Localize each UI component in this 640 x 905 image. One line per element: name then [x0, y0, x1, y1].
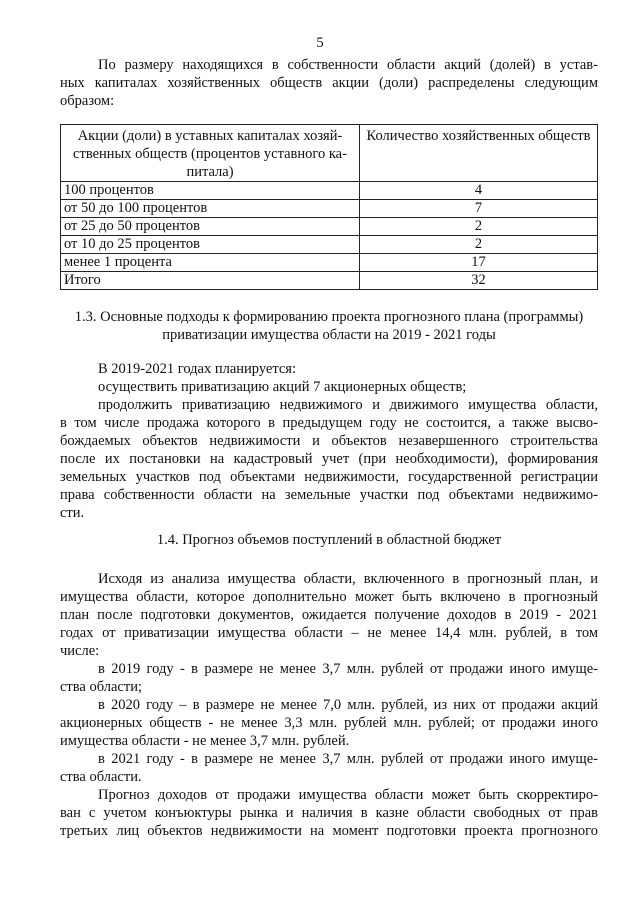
text-line: в 2019 году - в размере не менее 3,7 млн. рублей от продажи иного имуще- [98, 661, 598, 677]
text-line: ных капиталах хозяйственных обществ акции (доли) распределены следующим [60, 75, 598, 91]
text-line: сти. [60, 505, 85, 521]
row-label: от 10 до 25 процентов [61, 236, 360, 254]
section-1-4-body [60, 570, 598, 840]
text-line: ства области. [60, 769, 142, 785]
text-line: имущества области, которое дополнительно может быть включено в прогнозный [60, 589, 598, 605]
text-line: годах от приватизации имущества области – не менее 14,4 млн. рублей, в том [60, 625, 598, 641]
text-line: ства области; [60, 679, 142, 695]
section-1-4-heading: 1.4. Прогноз объемов поступлений в областной бюджет [156, 532, 502, 548]
text-line: в том числе продажа которого в предыдущем году не состоится, а также высво- [60, 415, 598, 431]
text-line: права собственности области на земельные участки под объектами недвижимо- [60, 487, 598, 503]
table-total-row [61, 272, 598, 290]
table-row [61, 218, 598, 236]
section-1-3-heading: 1.3. Основные подходы к формированию проекта прогнозного плана (программы) приватизации имущества области на 2019 - 2021 годы [74, 309, 584, 343]
text-line: В 2019-2021 годах планируется: [98, 361, 297, 377]
row-count: 7 [360, 200, 598, 218]
row-count: 4 [360, 182, 598, 200]
text-line: образом: [60, 93, 115, 109]
text-line: Исходя из анализа имущества области, включенного в прогнозный план, и [98, 571, 598, 587]
row-count: 32 [360, 272, 598, 290]
section-1-3-body [60, 360, 598, 522]
row-label: менее 1 процента [61, 254, 360, 272]
text-line: осуществить приватизацию акций 7 акционерных обществ; [98, 379, 467, 395]
text-line: продолжить приватизацию недвижимого и движимого имущества области, [98, 397, 598, 413]
text-line: Прогноз доходов от продажи имущества области может быть скорректиро- [98, 787, 598, 803]
text-line: план после подготовки документов, ожидается получение доходов в 2019 - 2021 [60, 607, 598, 623]
row-count: 2 [360, 218, 598, 236]
shares-distribution-table [60, 124, 598, 290]
row-count: 2 [360, 236, 598, 254]
table-row [61, 182, 598, 200]
table-row [61, 254, 598, 272]
text-line: числе: [60, 643, 100, 659]
table-row [61, 200, 598, 218]
page-number: 5 [316, 35, 324, 51]
text-line: ван с учетом конъюктуры рынка и наличия в казне области свободных от прав [60, 805, 598, 821]
header-cell-count: Количество хозяйственных обществ [360, 125, 598, 182]
row-label: Итого [61, 272, 360, 290]
header-cell-shares: Акции (доли) в уставных капиталах хозяй- ственных обществ (процентов уставного ка- питала) [61, 125, 360, 182]
text-line: в 2021 году - в размере не менее 3,7 млн. рублей от продажи иного имуще- [98, 751, 598, 767]
text-line: земельных участков под объектами недвижимости, государственной регистрации [60, 469, 598, 485]
text-line: третьих лиц объектов недвижимости на момент подготовки проекта прогнозного [60, 823, 598, 839]
table-row [61, 236, 598, 254]
row-label: 100 процентов [61, 182, 360, 200]
text-line: в 2020 году – в размере не менее 7,0 млн. рублей, из них от продажи акций [98, 697, 598, 713]
text-line: имущества области - не менее 3,7 млн. рублей. [60, 733, 350, 749]
intro-paragraph [60, 56, 598, 110]
text-line: после их постановки на кадастровый учет (при необходимости), формирования [60, 451, 598, 467]
row-count: 17 [360, 254, 598, 272]
text-line: бождаемых объектов недвижимости и объектов незавершенного строительства [60, 433, 598, 449]
row-label: от 25 до 50 процентов [61, 218, 360, 236]
table-header-row [61, 125, 598, 182]
row-label: от 50 до 100 процентов [61, 200, 360, 218]
text-line: акционерных обществ - не менее 3,3 млн. рублей млн. рублей; от продажи иного [60, 715, 598, 731]
text-line: По размеру находящихся в собственности области акций (долей) в устав- [98, 57, 598, 73]
